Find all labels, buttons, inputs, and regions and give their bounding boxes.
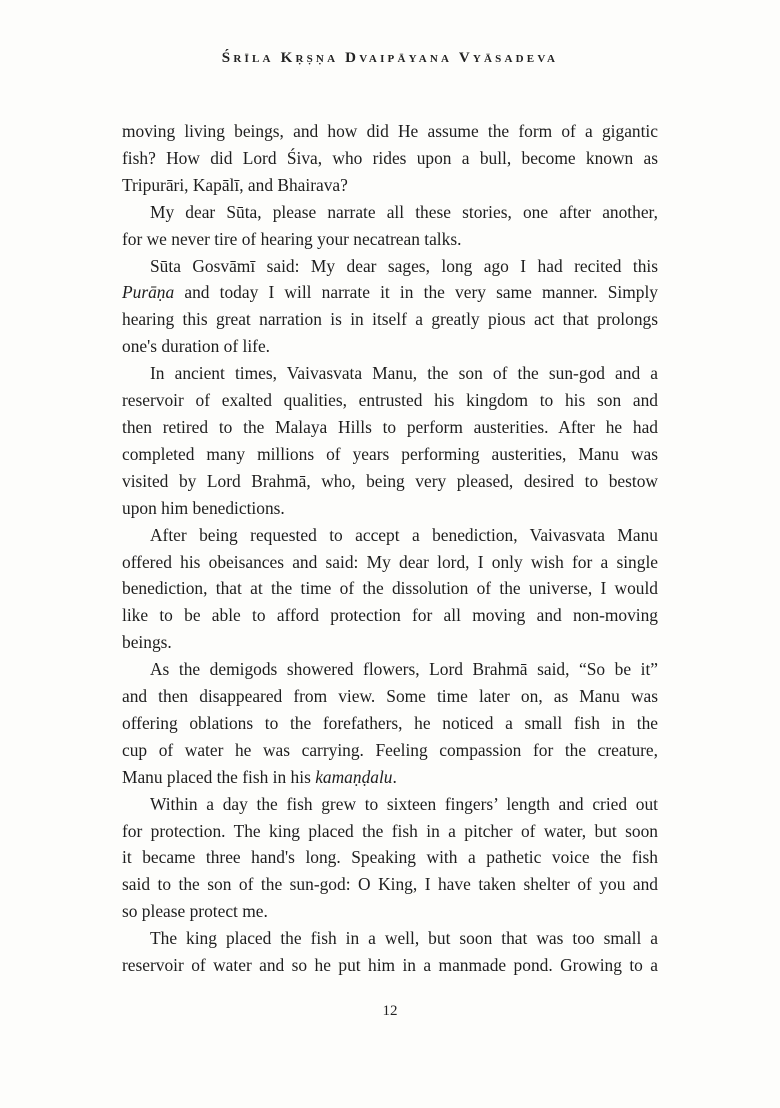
text-line: After being requested to accept a benediction, Vaivasvata Manu — [150, 524, 658, 545]
text-line: offering oblations to the forefathers, he noticed a small fish in the — [122, 712, 658, 733]
text-line: so please protect me. — [122, 901, 268, 922]
text-line: Tripurāri, Kapālī, and Bhairava? — [122, 174, 348, 195]
text-line: said to the son of the sun-god: O King, I have taken shelter of you and — [122, 874, 658, 895]
text-line: completed many millions of years performing austerities, Manu was — [122, 443, 658, 464]
text-line: Sūta Gosvāmī said: My dear sages, long ago I had recited this — [150, 255, 658, 276]
page-number: 12 — [382, 1003, 398, 1019]
text-line: hearing this great narration is in itself a greatly pious act that prolongs — [122, 309, 658, 330]
paragraph — [122, 199, 658, 253]
text-line: offered his obeisances and said: My dear lord, I only wish for a single — [122, 551, 658, 572]
text-line: My dear Sūta, please narrate all these stories, one after another, — [150, 201, 658, 222]
body-text — [122, 118, 658, 979]
text-line: reservoir of exalted qualities, entrusted his kingdom to his son and — [122, 390, 658, 411]
text-line: cup of water he was carrying. Feeling compassion for the creature, — [122, 739, 658, 760]
text-line: it became three hand's long. Speaking with a pathetic voice the fish — [122, 847, 658, 868]
text-line — [122, 279, 658, 306]
paragraph — [122, 360, 658, 521]
text-line: fish? How did Lord Śiva, who rides upon a bull, become known as — [122, 147, 658, 168]
text-line: moving living beings, and how did He assume the form of a gigantic — [122, 121, 658, 141]
text-line: for we never tire of hearing your necatrean talks. — [122, 228, 462, 249]
paragraph — [122, 253, 658, 361]
text-line: one's duration of life. — [122, 336, 271, 357]
text-line: beings. — [122, 632, 172, 653]
text-line: reservoir of water and so he put him in a manmade pond. Growing to a — [122, 955, 658, 976]
text-line: like to be able to afford protection for all moving and non-moving — [122, 605, 658, 626]
text-line: and then disappeared from view. Some time later on, as Manu was — [122, 686, 658, 707]
paragraph — [122, 118, 658, 199]
paragraph — [122, 791, 658, 926]
italic-term: Purāṇa — [122, 282, 175, 303]
paragraph — [122, 522, 658, 657]
text-line: Within a day the fish grew to sixteen fingers’ length and cried out — [150, 793, 658, 814]
running-head: Śrīla Kṛṣṇa Dvaipāyana Vyāsadeva — [221, 50, 559, 66]
text-line: visited by Lord Brahmā, who, being very pleased, desired to bestow — [122, 470, 658, 491]
text-line: The king placed the fish in a well, but soon that was too small a — [150, 928, 658, 949]
text-line: benediction, that at the time of the dissolution of the universe, I would — [122, 578, 658, 599]
paragraph — [122, 656, 658, 791]
paragraph — [122, 925, 658, 979]
text-line: then retired to the Malaya Hills to perform austerities. After he had — [122, 416, 658, 437]
text-segment: Manu placed the fish in his — [122, 766, 316, 787]
text-line: upon him benedictions. — [122, 497, 285, 518]
text-line: As the demigods showered flowers, Lord Brahmā said, “So be it” — [150, 659, 658, 680]
text-line — [122, 764, 658, 791]
text-segment: and today I will narrate it in the very same manner. Simply — [174, 282, 658, 303]
text-line: In ancient times, Vaivasvata Manu, the son of the sun-god and a — [150, 363, 658, 384]
text-segment: . — [392, 766, 397, 787]
text-line: for protection. The king placed the fish in a pitcher of water, but soon — [122, 820, 658, 841]
italic-term: kamaṇḍalu — [315, 766, 393, 787]
